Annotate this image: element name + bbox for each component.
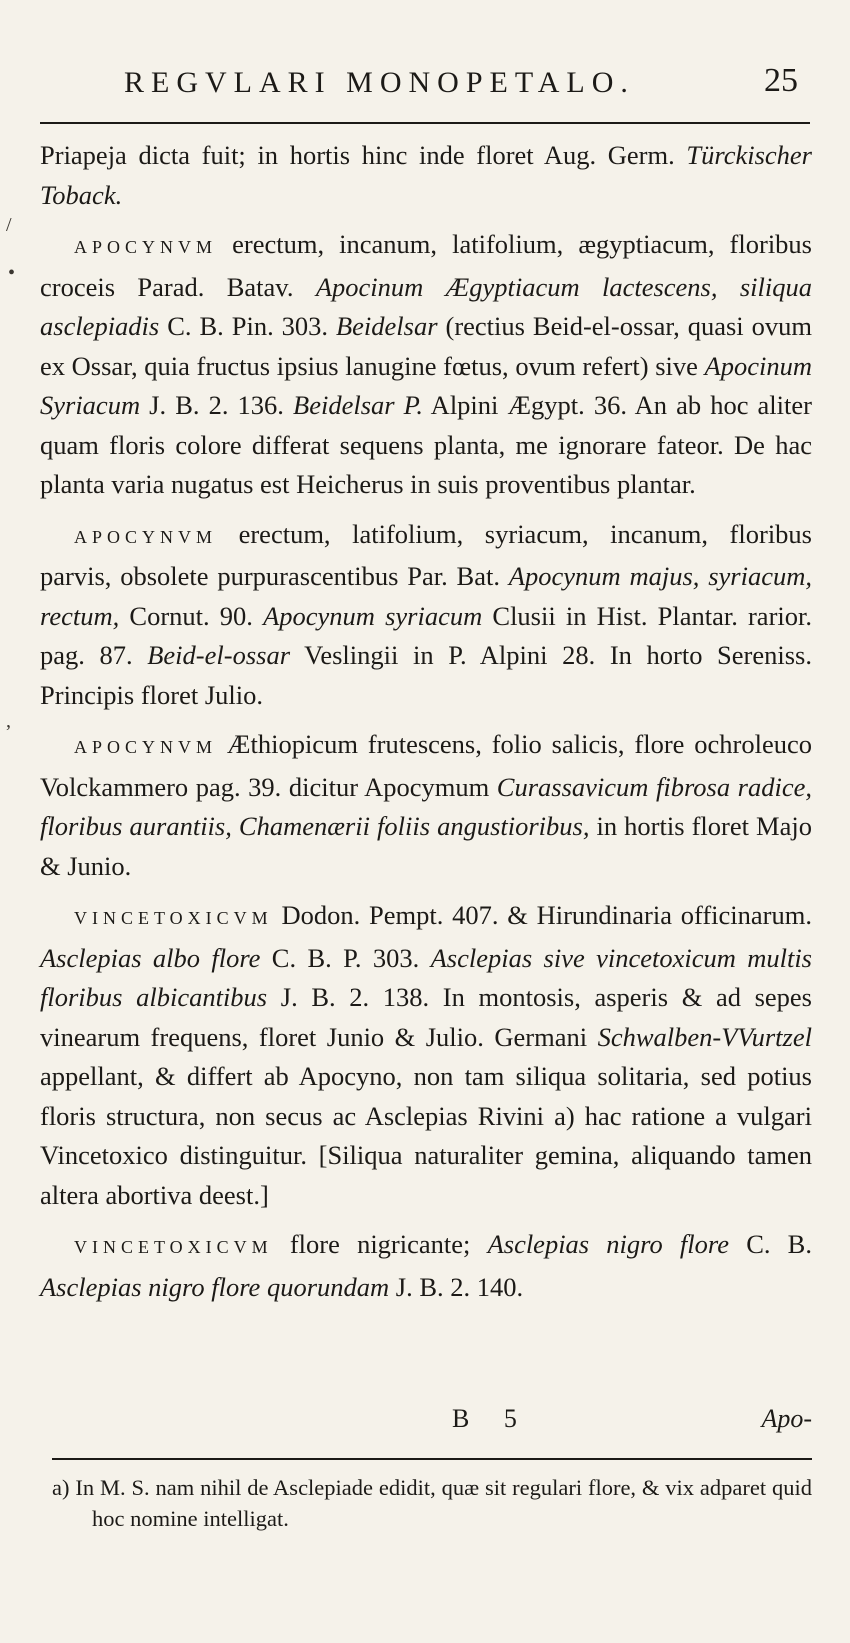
italic-span: Beidelsar [335,311,438,341]
genus-label: VINCETOXICVM [74,1237,273,1257]
text-span: in hortis floret Majo & Junio. [40,811,812,881]
margin-mark: / [6,214,12,236]
footnote: a) In M. S. nam nihil de Asclepiade edidit, quæ sit regulari flore, & vix adparet quid hoc nomine intelligat. [52,1475,812,1531]
running-head: REGVLARI MONOPETALO. [124,66,635,99]
catchword: Apo- [761,1404,812,1433]
footnote-rule [52,1458,812,1460]
text-span: C. B. P. 303. [260,942,431,973]
italic-span: Asclepias nigro flore quorundam [40,1271,390,1302]
text-span: Alpini Ægypt. 36. An ab hoc aliter quam floris colore differat sequens planta, me ignorare fateor. De hac planta varia nugatus est Heicherus in suis proventibus plantar. [40,390,812,499]
italic-span: Beidelsar P. [293,390,424,420]
body-text [40,136,812,1317]
entry-apocynum-2 [40,515,812,716]
italic-span: Türckischer Toback. [40,140,812,210]
italic-span: Curassavicum fibrosa radice, floribus aurantiis, Chamenærii foliis angustioribus, [40,771,812,841]
genus-label: APOCYNVM [74,237,218,257]
text-span: appellant, & differt ab Apocyno, non tam siliqua solitaria, sed potius floris structura, non secus ac Asclepias Rivini a) hac ratione a vulgari Vincetoxico distinguitur. [Siliqua naturaliter gemina, aliquando tamen altera abortiva deest.] [40,1061,812,1210]
italic-span: Asclepias sive vincetoxicum multis floribus albicantibus [40,942,812,1012]
text-span: Priapeja dicta fuit; in hortis hinc inde floret Aug. Germ. [40,140,687,170]
genus-label: VINCETOXICVM [74,908,273,928]
text-span: C. B. Pin. 303. [159,311,336,341]
entry-apocynum-1 [40,225,812,505]
entry-vincetoxicum-2 [40,1225,812,1307]
italic-span: Asclepias nigro flore [487,1229,730,1259]
text-span: J. B. 2. 140. [389,1271,524,1302]
text-span: C. B. [729,1229,812,1259]
signature-mark: B 5 [452,1404,531,1433]
header-rule [40,122,810,124]
genus-label: APOCYNVM [74,526,218,547]
genus-label: APOCYNVM [74,737,218,757]
entry-vincetoxicum-1 [40,896,812,1215]
text-span: Dodon. Pempt. 407. & Hirundinaria officinarum. [272,900,812,930]
italic-span: Apocinum Ægyptiacum lactescens, siliqua asclepiadis [40,271,813,341]
text-span: Veslingii in P. Alpini 28. In horto Sereniss. Principis floret Julio. [40,640,812,710]
italic-span: Beid-el-ossar [147,640,291,670]
italic-span: Schwalben-VVurtzel [597,1021,812,1052]
text-span: Æthiopicum frutescens, folio salicis, flore ochroleuco Volckammero pag. 39. dicitur Apocymum [40,729,812,802]
page-number: 25 [764,62,798,99]
text-span: J. B. 2. 138. In montosis, asperis & ad sepes vinearum frequens, floret Junio & Julio. Germani [40,982,812,1052]
italic-span: Apocynum syriacum [263,600,483,631]
italic-span: Apocinum Syriacum [40,350,812,420]
margin-mark: , [6,710,11,732]
text-span: (rectius Beid-el-ossar, quasi ovum ex Ossar, quia fructus ipsius lanugine fœtus, ovum refert) sive [40,311,812,381]
text-span: erectum, latifolium, syriacum, incanum, floribus parvis, obsolete purpurascentibus Par. Bat. [40,518,812,591]
paragraph-priapeja [40,136,812,215]
text-span: J. B. 2. 136. [140,390,294,420]
text-span: Clusii in Hist. Plantar. rarior. pag. 87. [40,600,812,670]
entry-apocynum-3 [40,725,812,886]
italic-span: Apocynum majus, syriacum, rectum, [40,561,812,631]
text-span: erectum, incanum, latifolium, ægyptiacum, floribus croceis Parad. Batav. [40,229,812,302]
text-span: Cornut. 90. [119,600,264,631]
margin-mark: • [8,262,16,284]
page-header [40,62,810,126]
text-span: flore nigricante; [272,1229,488,1259]
italic-span: Asclepias albo flore [40,942,261,973]
